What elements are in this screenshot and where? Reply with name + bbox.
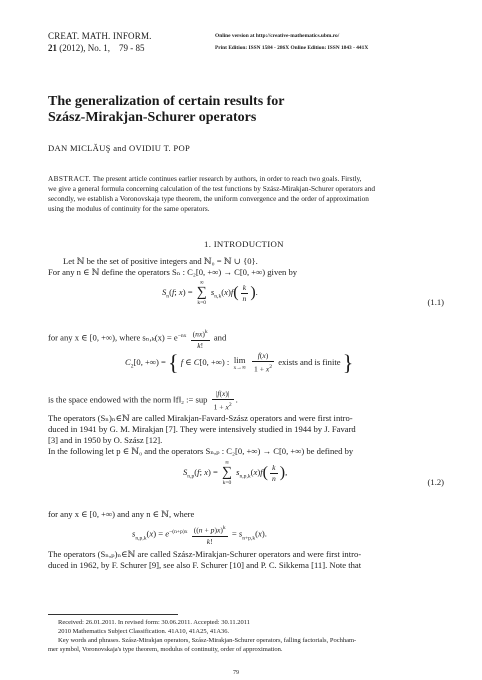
- body-text: for any x ∈ [0, +∞), where sₙ,ₖ(x) = e: [48, 332, 178, 343]
- footnote-keywords-1: Key words and phrases. Szász-Mirakjan operators, Szász-Mirakjan-Schurer operators, falling factorials, Pochham-: [58, 637, 357, 644]
- equation-1-2: $S_{n,p}(f$; x) = ∞ ∑ k=0 $s_{n,p,k}(x)f$( $\frac{k}{n}$ ),: [183, 460, 288, 486]
- footnote-rule: [48, 614, 178, 615]
- body-text: and: [213, 332, 227, 343]
- body-line: For any n ∈ ℕ define the operators Sₙ : C₂[0, +∞) → C[0, +∞) given by: [48, 267, 298, 277]
- body-line: for any x ∈ [0, +∞) and any n ∈ ℕ, where: [48, 509, 195, 519]
- equation-1-1: $S_n(f$; x) = ∞ ∑ k=0 $s_{n,k}(x)f$( $\frac{k}{n}$ ).: [162, 280, 258, 306]
- equation-number: (1.2): [427, 477, 444, 487]
- volume-year-issue: (2012), No. 1,: [59, 43, 110, 53]
- abstract-line-4: using the modulus of continuity for the same operators.: [48, 204, 210, 213]
- abstract-text-1: The present article continues earlier research by authors, in order to reach two goals. Firstly,: [92, 174, 362, 183]
- body-line: Let ℕ be the set of positive integers and ℕ₀ = ℕ ∪ {0}.: [63, 256, 258, 266]
- body-line: In the following let p ∈ ℕ₀ and the operators Sₙ,ₚ : C₂[0, +∞) → C[0, +∞) be defined by: [48, 446, 354, 456]
- equation-c2-space: $C_2[0$, +∞) = { f ∈ C[0, +∞) : lim x→∞ $\frac{f(x)}{1 + x^2}$ exists and is finite }: [125, 350, 354, 375]
- abstract-line-1: [48, 174, 441, 184]
- body-line: for any x ∈ [0, +∞), where $s_n,_k(x) = e^{-nx}$ $\frac{(nx)^k}{k!}$ and: [48, 329, 227, 350]
- paper-title-line-1: The generalization of certain results for: [48, 94, 285, 109]
- body-text: exists and is finite: [278, 356, 341, 367]
- journal-name: CREAT. MATH. INFORM.: [48, 31, 152, 41]
- abstract-line-2: we give a general formula concerning calculation of the test functions by Szász-Mirakjan-Schurer operators and: [48, 184, 376, 193]
- equation-snpk: $s_{n,p,k}(x) = e^{-(n+p)x}$ $\frac{((n + p)x)^k}{k!}$ = $s_{n+p,k}(x)$.: [132, 525, 267, 546]
- footnote-received: Received: 26.01.2011. In revised form: 30.06.2011. Accepted: 30.11.2011: [58, 619, 251, 626]
- journal-volume: [48, 43, 145, 53]
- body-line: is the space endowed with the norm ‖f‖₂ := sup $\frac{|f(x)|}{1 + x^2}$ .: [48, 389, 238, 412]
- body-line: duced in 1962, by F. Schurer [9], see also F. Schurer [10] and P. C. Sikkema [11]. Note that: [48, 560, 362, 570]
- page-number: 79: [233, 670, 239, 676]
- paper-authors: DAN MICLĂUŞ and OVIDIU T. POP: [48, 143, 191, 153]
- body-line: The operators (Sₙ,ₚ)ₙ∈ℕ are called Szász-Mirakjan-Schurer operators and were first intro-: [48, 549, 362, 559]
- paper-title-line-2: Szász-Mirakjan-Schurer operators: [48, 110, 257, 125]
- body-text: is the space endowed with the norm ‖f‖₂ := sup: [48, 394, 208, 405]
- body-line: The operators (Sₙ)ₙ∈ℕ are called Mirakjan-Favard-Szász operators and were first intro-: [48, 413, 353, 423]
- volume-number: 21: [48, 43, 57, 53]
- body-line: [3] and in 1950 by O. Szász [12].: [48, 435, 163, 445]
- section-heading: 1. INTRODUCTION: [204, 239, 284, 249]
- page-range: 79 - 85: [119, 43, 145, 53]
- abstract-label: ABSTRACT.: [48, 174, 91, 183]
- footnote-msc: 2010 Mathematics Subject Classification. 41A10, 41A25, 41A36.: [58, 628, 230, 635]
- issn-note: Print Edition: ISSN 1584 - 286X Online Edition: ISSN 1843 - 441X: [215, 45, 369, 51]
- online-version-note: Online version at http://creative-mathematics.ubm.ro/: [215, 33, 340, 39]
- footnote-keywords-2: mer symbol, Voronovskaja's type theorem, modulus of continuity, order of approximation.: [48, 646, 283, 653]
- body-line: duced in 1941 by G. M. Mirakjan [7]. They were intensively studied in 1944 by J. Favard: [48, 424, 356, 434]
- abstract-line-3: secondly, we establish a Voronovskaja type theorem, the uniform convergence and the order of approximation: [48, 194, 369, 203]
- equation-number: (1.1): [427, 297, 444, 307]
